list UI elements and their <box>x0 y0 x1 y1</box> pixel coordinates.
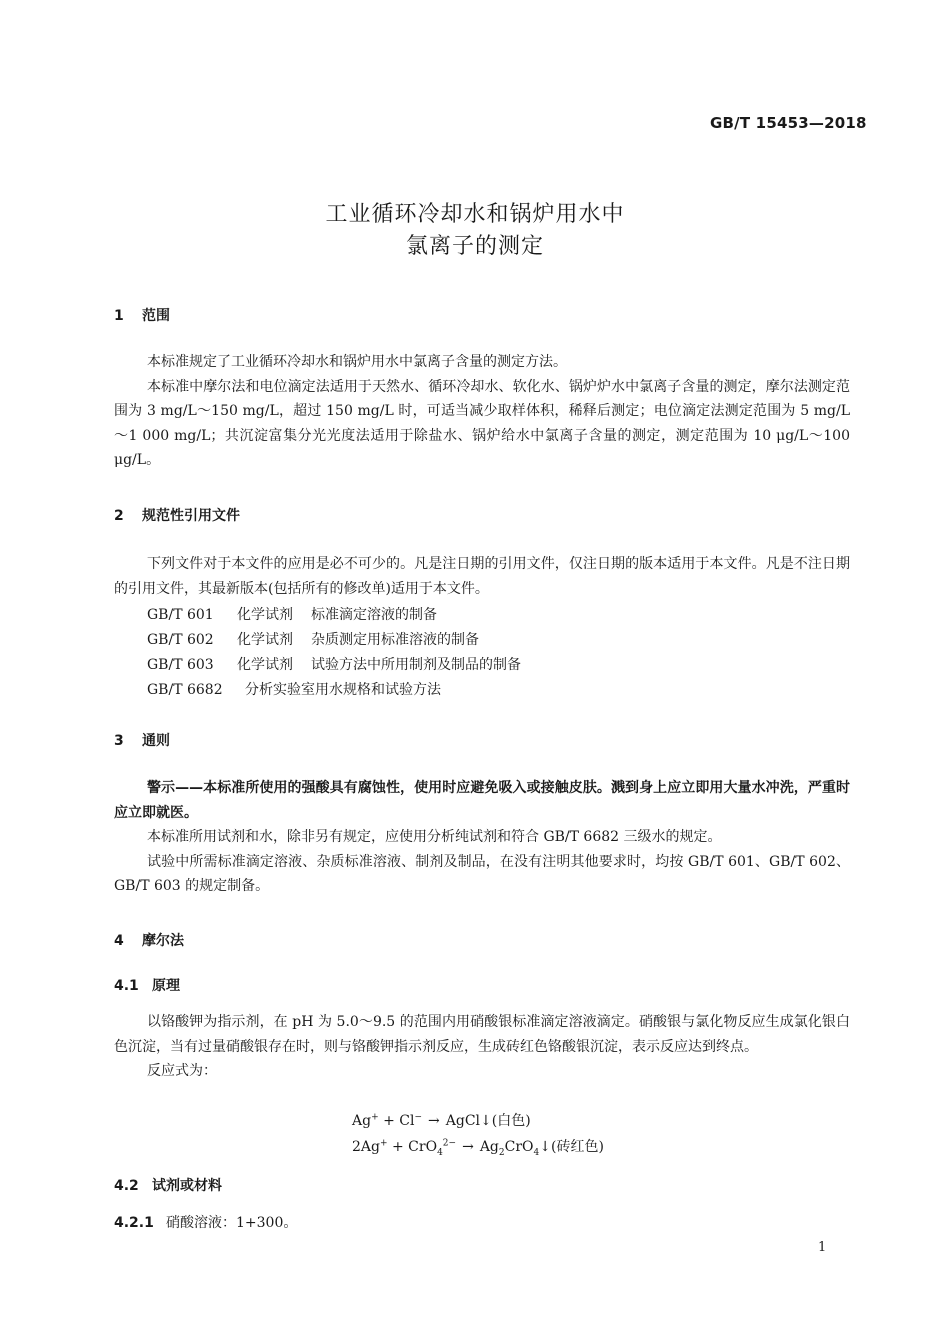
paragraph: 下列文件对于本文件的应用是必不可少的。凡是注日期的引用文件，仅注日期的版本适用于本文件。凡是不注日期的引用文件，其最新版本(包括所有的修改单)适用于本文件。 <box>114 556 850 597</box>
reference-item <box>147 629 479 649</box>
page-number: 1 <box>818 1240 827 1255</box>
paragraph: 以铬酸钾为指示剂，在 pH 为 5.0～9.5 的范围内用硝酸银标准滴定溶液滴定。硝酸银与氯化物反应生成氯化银白色沉淀，当有过量硝酸银存在时，则与铬酸钾指示剂反应，生成砖红色铬酸银沉淀，表示反应达到终点。 <box>114 1014 850 1055</box>
clause-4-2-1 <box>114 1212 297 1232</box>
eq-sup: + <box>371 1112 379 1123</box>
reference-item <box>147 654 521 674</box>
section-title: 规范性引用文件 <box>142 508 240 524</box>
precipitate-arrow-icon: ↓ <box>480 1113 492 1129</box>
subsection-number: 4.1 <box>114 978 139 994</box>
reference-subtitle: 标准滴定溶液的制备 <box>311 607 437 623</box>
eq-sub: 2 <box>498 1147 505 1158</box>
section-number: 1 <box>114 308 124 324</box>
section-number: 4 <box>114 933 124 949</box>
document-title-line1: 工业循环冷却水和锅炉用水中 <box>325 202 625 227</box>
section-title: 通则 <box>142 733 170 749</box>
eq-term: Ag <box>479 1139 499 1155</box>
eq-sub: 4 <box>533 1147 540 1158</box>
reference-title: 分析实验室用水规格和试验方法 <box>245 682 441 698</box>
arrow-icon: → <box>462 1139 474 1155</box>
paragraph: 本标准中摩尔法和电位滴定法适用于天然水、循环冷却水、软化水、锅炉炉水中氯离子含量的测定，摩尔法测定范围为 3 mg/L～150 mg/L，超过 150 mg/L 时，可适当减少取样体积，稀释后测定；电位滴定法测定范围为 5 mg/L～1 000 mg/L；共沉淀富集分光光度法适用于除盐水、锅炉给水中氯离子含量的测定，测定范围为 10 μg/L～100 μg/L。 <box>114 378 850 468</box>
eq-term: Cl <box>399 1113 415 1129</box>
document-title-line2: 氯离子的测定 <box>405 234 544 259</box>
standard-number: GB/T 15453—2018 <box>710 114 867 132</box>
reference-title: 化学试剂 <box>237 607 293 623</box>
subsection-4-1-heading <box>114 975 180 995</box>
reference-subtitle: 试验方法中所用制剂及制品的制备 <box>311 657 521 673</box>
section-title: 范围 <box>142 308 170 324</box>
section-3-body <box>114 776 850 899</box>
clause-text: 硝酸溶液：1+300。 <box>166 1215 298 1231</box>
section-number: 2 <box>114 508 124 524</box>
section-2-intro <box>114 552 850 601</box>
section-3-heading <box>114 730 170 750</box>
section-4-heading <box>114 930 184 950</box>
subsection-title: 试剂或材料 <box>152 1178 222 1194</box>
section-number: 3 <box>114 733 124 749</box>
reference-title: 化学试剂 <box>237 632 293 648</box>
warning-paragraph: 警示——本标准所使用的强酸具有腐蚀性，使用时应避免吸入或接触皮肤。溅到身上应立即用大量水冲洗，严重时应立即就医。 <box>114 780 850 821</box>
subsection-title: 原理 <box>152 978 180 994</box>
subsection-number: 4.2 <box>114 1178 139 1194</box>
equation-1 <box>352 1110 531 1130</box>
reference-item <box>147 679 441 699</box>
clause-number: 4.2.1 <box>114 1215 154 1231</box>
equation-2 <box>352 1136 604 1158</box>
precipitate-arrow-icon: ↓ <box>539 1139 551 1155</box>
reference-code: GB/T 603 <box>147 657 214 673</box>
paragraph: 本标准规定了工业循环冷却水和锅炉用水中氯离子含量的测定方法。 <box>147 354 567 370</box>
eq-term: Ag <box>352 1113 372 1129</box>
eq-sub: 4 <box>437 1147 443 1158</box>
eq-sup: + <box>379 1138 388 1149</box>
eq-note: (砖红色) <box>550 1139 604 1155</box>
eq-term: CrO <box>504 1139 534 1155</box>
eq-plus: + <box>387 1139 409 1155</box>
paragraph: 试验中所需标准滴定溶液、杂质标准溶液、制剂及制品，在没有注明其他要求时，均按 GB/T 601、GB/T 602、GB/T 603 的规定制备。 <box>114 853 850 894</box>
eq-sup: 2− <box>442 1138 457 1149</box>
reference-item <box>147 604 437 624</box>
reference-code: GB/T 602 <box>147 632 214 648</box>
subsection-4-2-heading <box>114 1175 222 1195</box>
eq-sup: − <box>414 1112 423 1123</box>
eq-plus: + <box>378 1113 400 1129</box>
arrow-icon: → <box>428 1113 440 1129</box>
eq-term: CrO <box>408 1139 438 1155</box>
section-1-body <box>114 350 850 473</box>
eq-term: 2Ag <box>352 1139 380 1155</box>
section-2-heading <box>114 505 240 525</box>
paragraph: 反应式为： <box>147 1063 217 1079</box>
eq-note: (白色) <box>491 1113 531 1129</box>
reference-title: 化学试剂 <box>237 657 293 673</box>
section-1-heading <box>114 305 170 325</box>
section-title: 摩尔法 <box>142 933 184 949</box>
reference-code: GB/T 601 <box>147 607 214 623</box>
eq-term: AgCl <box>445 1113 481 1129</box>
reference-subtitle: 杂质测定用标准溶液的制备 <box>311 632 479 648</box>
reference-code: GB/T 6682 <box>147 682 223 698</box>
paragraph: 本标准所用试剂和水，除非另有规定，应使用分析纯试剂和符合 GB/T 6682 三级水的规定。 <box>147 829 722 845</box>
subsection-4-1-body <box>114 1010 850 1084</box>
